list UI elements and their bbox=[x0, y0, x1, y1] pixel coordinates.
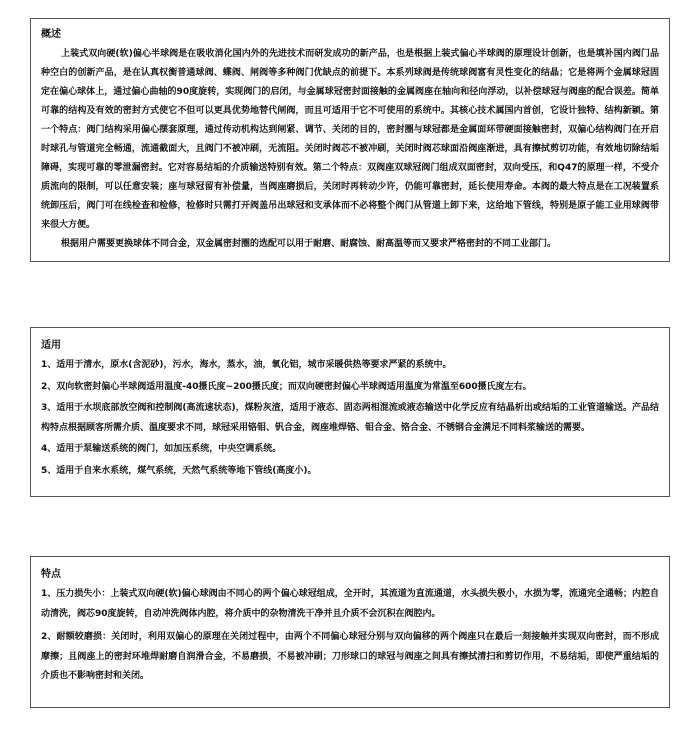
features-item-2: 2、耐额较磨损：关闭时，利用双偏心的原理在关闭过程中，由两个不同偏心球冠分别与双向偏移的两个阀座只在最后一刻接触并实现双向密封，而不形成摩擦；且阀座上的密封环堆焊耐磨自润滑合金，不易磨损，不易被冲刷；刀形球口的球冠与阀座之间具有擦拭清扫和剪切作用，不易结垢，即使严重结垢的介质也不影响密封和关闭。 bbox=[41, 632, 659, 681]
application-item-5: 5、适用于自来水系统，煤气系统，天然气系统等地下管线(高度小)。 bbox=[41, 465, 317, 476]
application-section bbox=[30, 327, 670, 497]
features-section bbox=[30, 556, 670, 708]
overview-title: 概述 bbox=[41, 29, 61, 40]
application-item-2: 2、双向软密封偏心半球阀适用温度-40摄氏度~200摄氏度；而双向硬密封偏心半球阀适用温度为常温至600摄氏度左右。 bbox=[41, 381, 532, 392]
overview-section bbox=[30, 18, 670, 262]
application-title: 适用 bbox=[41, 340, 61, 351]
features-title: 特点 bbox=[41, 569, 61, 580]
application-item-1: 1、适用于清水，原水(含泥砂)，污水，海水，蒸水，油，氧化铝，城市采暖供热等要求严紧的系统中。 bbox=[41, 360, 452, 370]
overview-paragraph-1: 上装式双向硬(软)偏心半球阀是在吸收消化国内外的先进技术而研发成功的新产品，也是根据上装式偏心半球阀的原理设计创新，也是填补国内阀门品种空白的创新产品，是在认真权衡普通球阀、蝶阀、闸阀等多种阀门优缺点的前提下。本系列球阀是传统球阀富有灵性变化的结晶；它是将两个金属球冠固定在偏心球体上，通过偏心曲轴的90度旋转，实现阀门的启闭，与金属球冠密封面接触的金属阀座在轴向和径向浮动，以补偿球冠与阀座的配合误差。简单可靠的结构及有效的密封方式使它不但可以更具优势地替代闸阀，而且可适用于它不可使用的系统中。其核心技术属国内首创，它设计独特、结构新颖。第一个特点：阀门结构采用偏心摆套原理，通过传动机构达到闸紧、调节、关闭的目的，密封圈与球冠都是金属面环带硬面接触密封，双偏心结构阀门在开启时球孔与管道完全畅通，流通截面大，且阀门不被冲刷，无流阻。关闭时阀芯不被冲刷，关闭时阀芯球面沿阀座渐进，具有擦拭剪切功能，有效地切除结垢障碍，实现可靠的零泄漏密封。它对容易结垢的介质输送特别有效。第二个特点：双阀座双球冠阀门组成双面密封，双向受压，和Q47的原理一样，不受介质流向的限制，可以任意安装；座与球冠留有补偿量，当阀座磨损后，关闭时再转动少许，仍能可靠密封，延长使用寿命。本阀的最大特点是在工况装置系统卸压后，阀门可在线检查和检修，检修时只需打开阀盖吊出球冠和支承体而不必将整个阀门从管道上卸下来，这给地下管线，特别是原子能工业用球阀带来很大方便。 bbox=[41, 49, 659, 230]
features-item-1: 1、压力损失小：上装式双向硬(软)偏心球阀由不同心的两个偏心球冠组成，全开时，其流道为直流通道，水头损失极小，水损为零，流通完全通畅；内腔自动清洗，阀芯90度旋转，自动冲洗阀体内腔，将介质中的杂物清洗干净并且介质不会沉积在阀腔内。 bbox=[41, 589, 659, 619]
application-item-3: 3、适用于水坝底部放空阀和控制阀(高流速状态)，煤粉灰渣，适用于液态、固态两相混流或液态输送中化学反应有结晶析出或结垢的工业管道输送。产品结构特点根据顾客所需介质、温度要求不同，球冠采用铬钼、钒合金，阀座堆焊铬、钼合金、铬合金、不锈钢合金满足不同料浆输送的需要。 bbox=[41, 403, 659, 433]
overview-paragraph-2: 根据用户需要更换球体不同合金，双金属密封圈的选配可以用于耐磨、耐腐蚀、耐高温等而又要求严格密封的不同工业部门。 bbox=[61, 239, 557, 249]
application-item-4: 4、适用于泵输送系统的阀门，如加压系统，中央空调系统。 bbox=[41, 444, 282, 454]
